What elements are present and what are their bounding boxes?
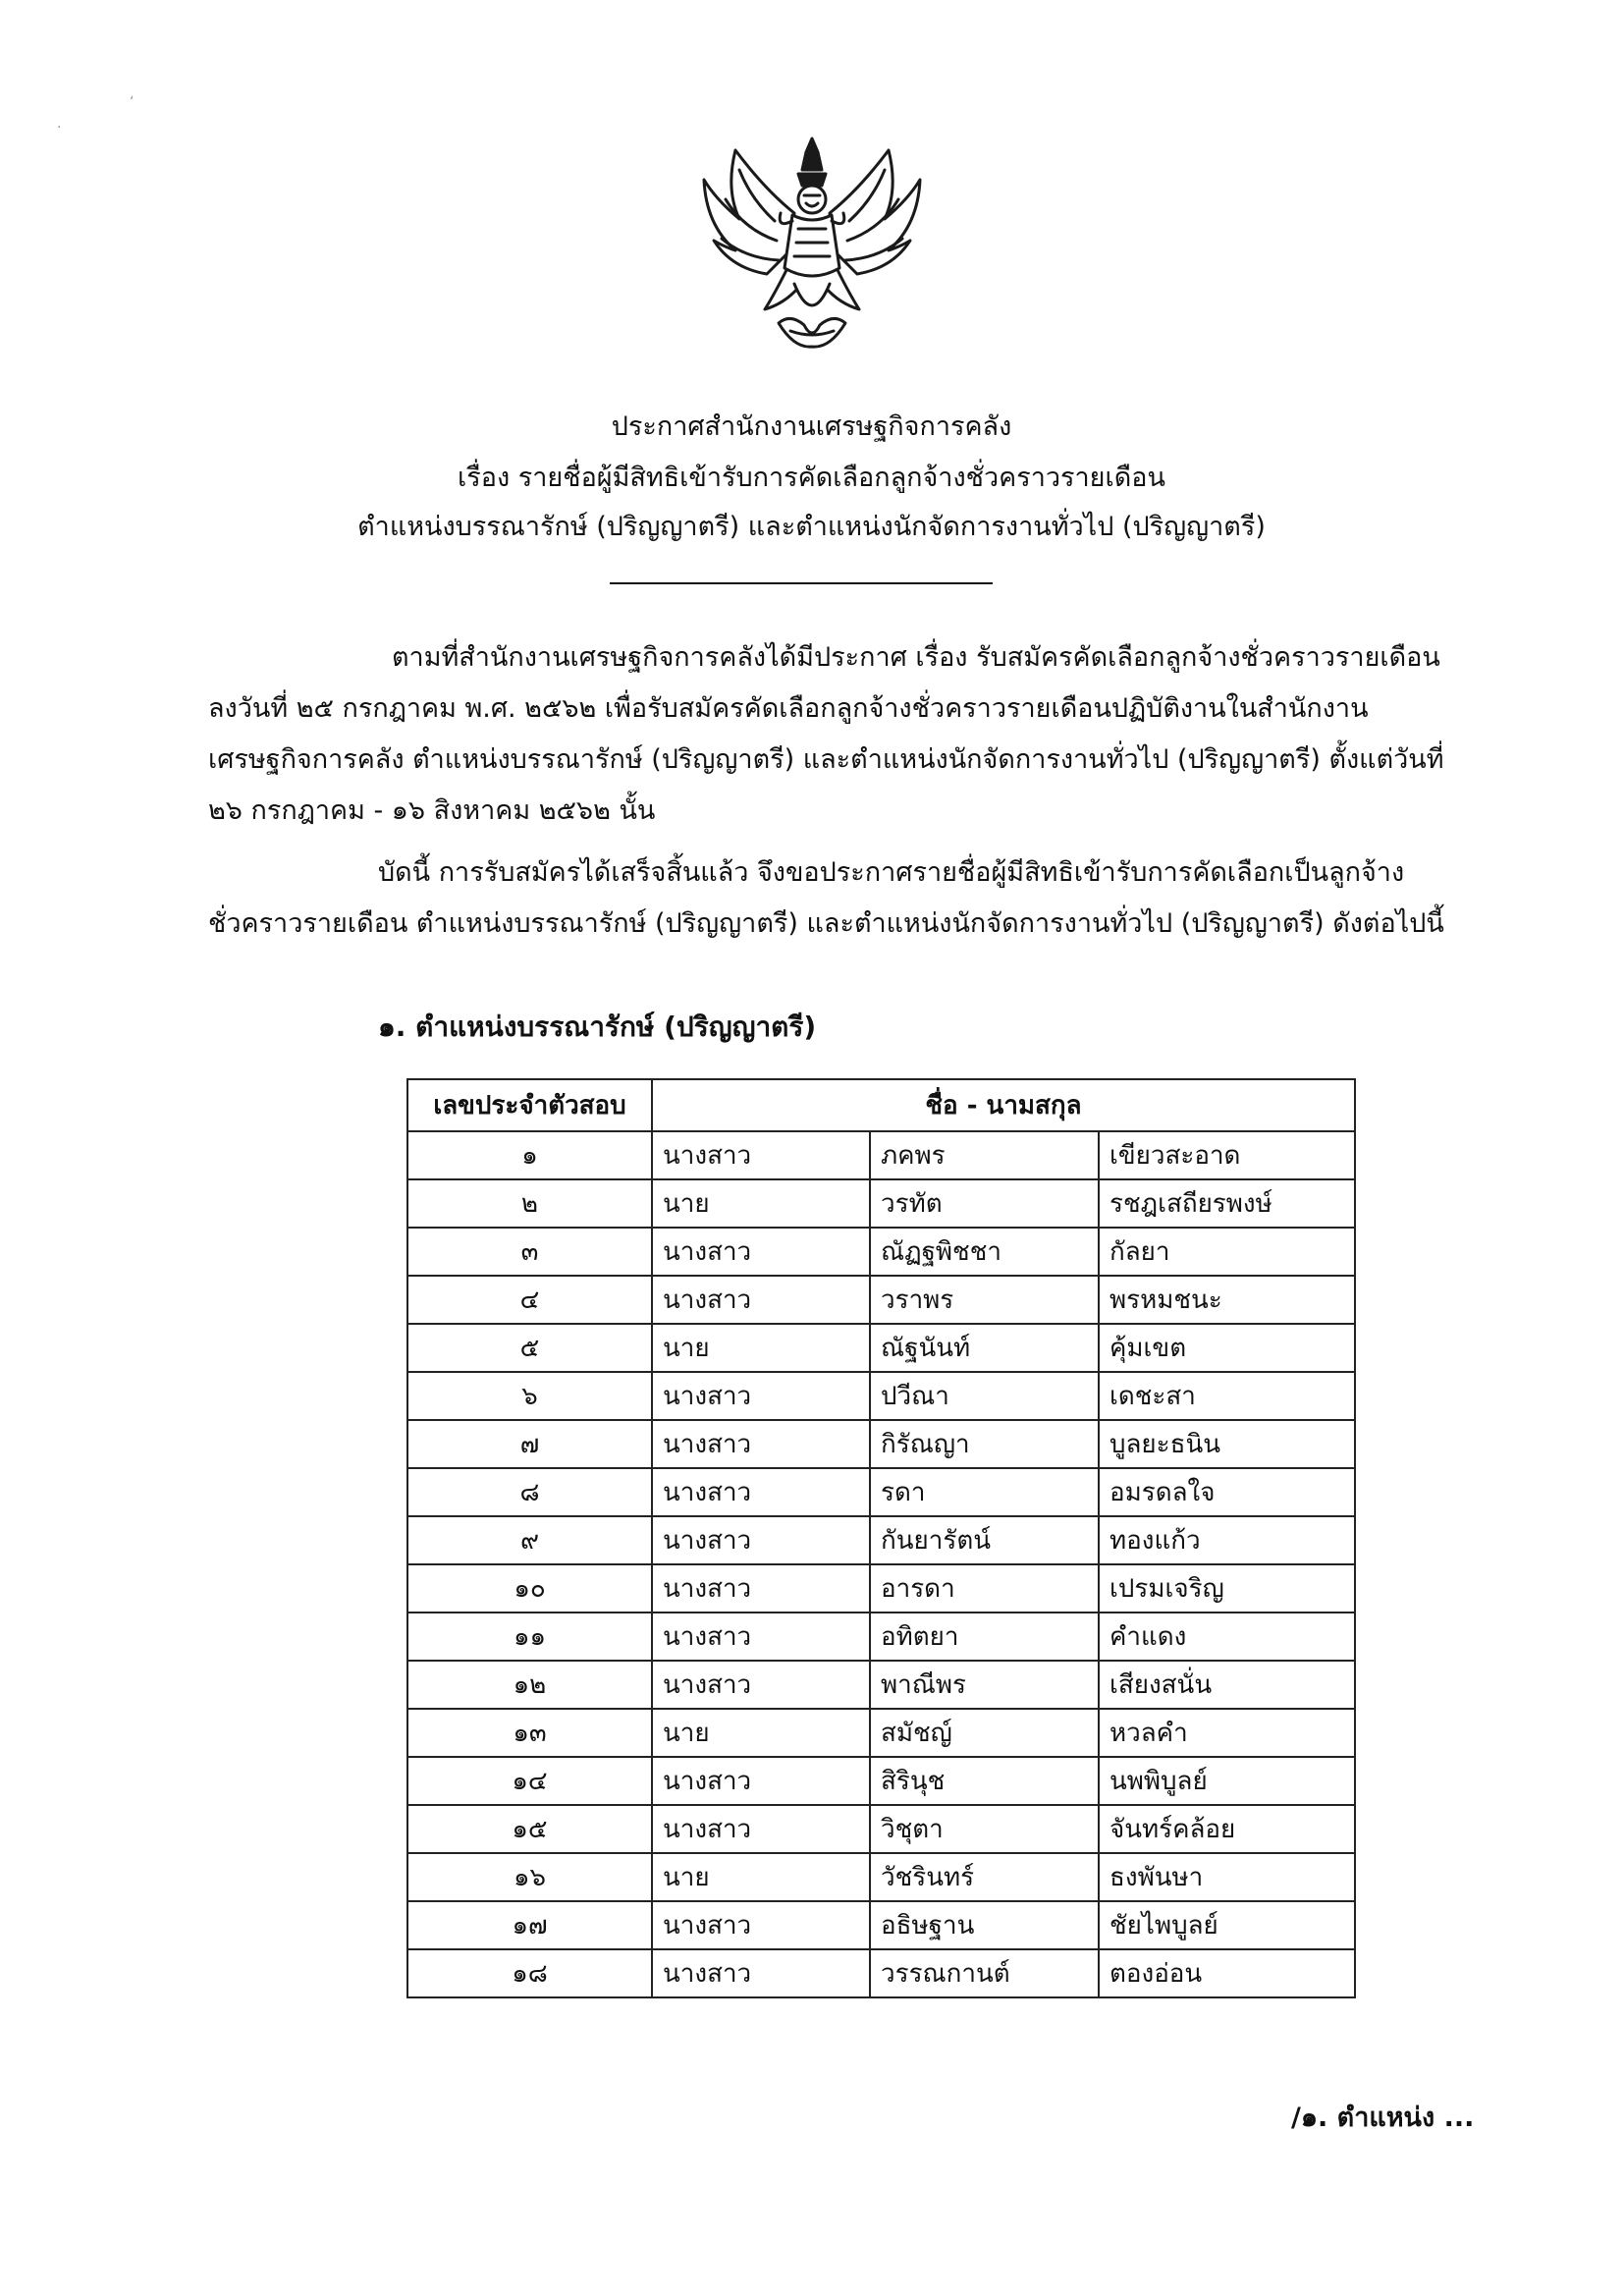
last-name-cell: หวลคำ (1099, 1709, 1355, 1757)
paragraph-line: ลงวันที่ ๒๕ กรกฎาคม พ.ศ. ๒๕๖๒ เพื่อรับสมัครคัดเลือกลูกจ้างชั่วคราวรายเดือนปฏิบัติงานในสำนักงาน (208, 693, 1369, 724)
paragraph-line: ๒๖ กรกฎาคม - ๑๖ สิงหาคม ๒๕๖๒ นั้น (208, 795, 656, 826)
last-name-cell: ธงพันษา (1099, 1853, 1355, 1901)
exam-id-cell: ๖ (407, 1372, 652, 1420)
page-continuation: /๑. ตำแหน่ง ... (1291, 2103, 1475, 2133)
last-name-cell: จันทร์คล้อย (1099, 1805, 1355, 1853)
table-header-row (407, 1079, 1355, 1131)
title-cell: นางสาว (652, 1613, 870, 1661)
header-exam-id: เลขประจำตัวสอบ (407, 1079, 652, 1131)
title-divider (610, 582, 993, 584)
title-cell: นาย (652, 1853, 870, 1901)
first-name-cell: สิรินุช (870, 1757, 1099, 1805)
table-row (407, 1613, 1355, 1661)
last-name-cell: เปรมเจริญ (1099, 1564, 1355, 1613)
table-row (407, 1468, 1355, 1516)
table-row (407, 1805, 1355, 1853)
title-cell: นางสาว (652, 1372, 870, 1420)
table-row (407, 1131, 1355, 1179)
last-name-cell: นพพิบูลย์ (1099, 1757, 1355, 1805)
first-name-cell: ณัฏฐพิชชา (870, 1228, 1099, 1276)
last-name-cell: ชัยไพบูลย์ (1099, 1901, 1355, 1949)
paragraph-line: บัดนี้ การรับสมัครได้เสร็จสิ้นแล้ว จึงขอประกาศรายชื่อผู้มีสิทธิเข้ารับการคัดเลือกเป็นลูกจ้าง (378, 857, 1405, 888)
exam-id-cell: ๑๑ (407, 1613, 652, 1661)
table-row (407, 1709, 1355, 1757)
header-full-name: ชื่อ - นามสกุล (652, 1079, 1355, 1131)
title-cell: นางสาว (652, 1564, 870, 1613)
title-cell: นางสาว (652, 1757, 870, 1805)
last-name-cell: รชฎเสถียรพงษ์ (1099, 1179, 1355, 1228)
announcement-subject: เรื่อง รายชื่อผู้มีสิทธิเข้ารับการคัดเลือกลูกจ้างชั่วคราวรายเดือน (458, 463, 1165, 493)
table-row (407, 1324, 1355, 1372)
last-name-cell: เสียงสนั่น (1099, 1661, 1355, 1709)
exam-id-cell: ๔ (407, 1276, 652, 1324)
scan-speck: ʻ (130, 94, 135, 110)
first-name-cell: วรรณกานต์ (870, 1949, 1099, 1997)
section-heading: ๑. ตำแหน่งบรรณารักษ์ (ปริญญาตรี) (378, 1011, 817, 1043)
exam-id-cell: ๘ (407, 1468, 652, 1516)
announcement-positions: ตำแหน่งบรรณารักษ์ (ปริญญาตรี) และตำแหน่งนักจัดการงานทั่วไป (ปริญญาตรี) (357, 512, 1266, 542)
title-cell: นาย (652, 1179, 870, 1228)
exam-id-cell: ๓ (407, 1228, 652, 1276)
last-name-cell: คำแดง (1099, 1613, 1355, 1661)
paragraph-line: ชั่วคราวรายเดือน ตำแหน่งบรรณารักษ์ (ปริญญาตรี) และตำแหน่งนักจัดการงานทั่วไป (ปริญญาตรี) ดังต่อไปนี้ (208, 908, 1444, 939)
title-cell: นางสาว (652, 1420, 870, 1468)
last-name-cell: ตองอ่อน (1099, 1949, 1355, 1997)
first-name-cell: อารดา (870, 1564, 1099, 1613)
first-name-cell: สมัชญ์ (870, 1709, 1099, 1757)
garuda-emblem-icon (696, 131, 928, 353)
table-row (407, 1516, 1355, 1564)
paragraph-line: ตามที่สำนักงานเศรษฐกิจการคลังได้มีประกาศ เรื่อง รับสมัครคัดเลือกลูกจ้างชั่วคราวรายเดือน (392, 642, 1440, 673)
last-name-cell: คุ้มเขต (1099, 1324, 1355, 1372)
candidate-table (406, 1078, 1356, 1998)
exam-id-cell: ๑๔ (407, 1757, 652, 1805)
first-name-cell: วิชุตา (870, 1805, 1099, 1853)
title-cell: นางสาว (652, 1949, 870, 1997)
exam-id-cell: ๑๒ (407, 1661, 652, 1709)
exam-id-cell: ๑๓ (407, 1709, 652, 1757)
last-name-cell: กัลยา (1099, 1228, 1355, 1276)
first-name-cell: พาณีพร (870, 1661, 1099, 1709)
last-name-cell: ทองแก้ว (1099, 1516, 1355, 1564)
title-cell: นางสาว (652, 1228, 870, 1276)
first-name-cell: ณัฐนันท์ (870, 1324, 1099, 1372)
scan-speck: · (57, 120, 62, 136)
exam-id-cell: ๒ (407, 1179, 652, 1228)
first-name-cell: ปวีณา (870, 1372, 1099, 1420)
table-row (407, 1372, 1355, 1420)
first-name-cell: วรทัต (870, 1179, 1099, 1228)
last-name-cell: เดชะสา (1099, 1372, 1355, 1420)
table-row (407, 1949, 1355, 1997)
title-cell: นางสาว (652, 1276, 870, 1324)
exam-id-cell: ๕ (407, 1324, 652, 1372)
first-name-cell: ภคพร (870, 1131, 1099, 1179)
exam-id-cell: ๗ (407, 1420, 652, 1468)
table-row (407, 1853, 1355, 1901)
title-cell: นางสาว (652, 1131, 870, 1179)
first-name-cell: รดา (870, 1468, 1099, 1516)
title-cell: นางสาว (652, 1468, 870, 1516)
title-cell: นางสาว (652, 1805, 870, 1853)
table-row (407, 1420, 1355, 1468)
exam-id-cell: ๙ (407, 1516, 652, 1564)
table-body (407, 1131, 1355, 1997)
title-cell: นาย (652, 1709, 870, 1757)
exam-id-cell: ๑๗ (407, 1901, 652, 1949)
first-name-cell: อธิษฐาน (870, 1901, 1099, 1949)
paragraph-line: เศรษฐกิจการคลัง ตำแหน่งบรรณารักษ์ (ปริญญาตรี) และตำแหน่งนักจัดการงานทั่วไป (ปริญญาตรี) ตั้งแต่วันที่ (208, 744, 1444, 775)
last-name-cell: เขียวสะอาด (1099, 1131, 1355, 1179)
announcement-title: ประกาศสำนักงานเศรษฐกิจการคลัง (611, 411, 1012, 442)
table-row (407, 1276, 1355, 1324)
exam-id-cell: ๑๘ (407, 1949, 652, 1997)
last-name-cell: บูลยะธนิน (1099, 1420, 1355, 1468)
first-name-cell: กันยารัตน์ (870, 1516, 1099, 1564)
last-name-cell: พรหมชนะ (1099, 1276, 1355, 1324)
table-row (407, 1661, 1355, 1709)
table-row (407, 1179, 1355, 1228)
first-name-cell: วัชรินทร์ (870, 1853, 1099, 1901)
exam-id-cell: ๑๐ (407, 1564, 652, 1613)
exam-id-cell: ๑ (407, 1131, 652, 1179)
table-row (407, 1757, 1355, 1805)
table-row (407, 1228, 1355, 1276)
table-row (407, 1564, 1355, 1613)
title-cell: นางสาว (652, 1516, 870, 1564)
exam-id-cell: ๑๕ (407, 1805, 652, 1853)
first-name-cell: อทิตยา (870, 1613, 1099, 1661)
title-cell: นางสาว (652, 1901, 870, 1949)
last-name-cell: อมรดลใจ (1099, 1468, 1355, 1516)
title-cell: นาย (652, 1324, 870, 1372)
first-name-cell: วราพร (870, 1276, 1099, 1324)
first-name-cell: กิรัณญา (870, 1420, 1099, 1468)
table-row (407, 1901, 1355, 1949)
title-cell: นางสาว (652, 1661, 870, 1709)
exam-id-cell: ๑๖ (407, 1853, 652, 1901)
